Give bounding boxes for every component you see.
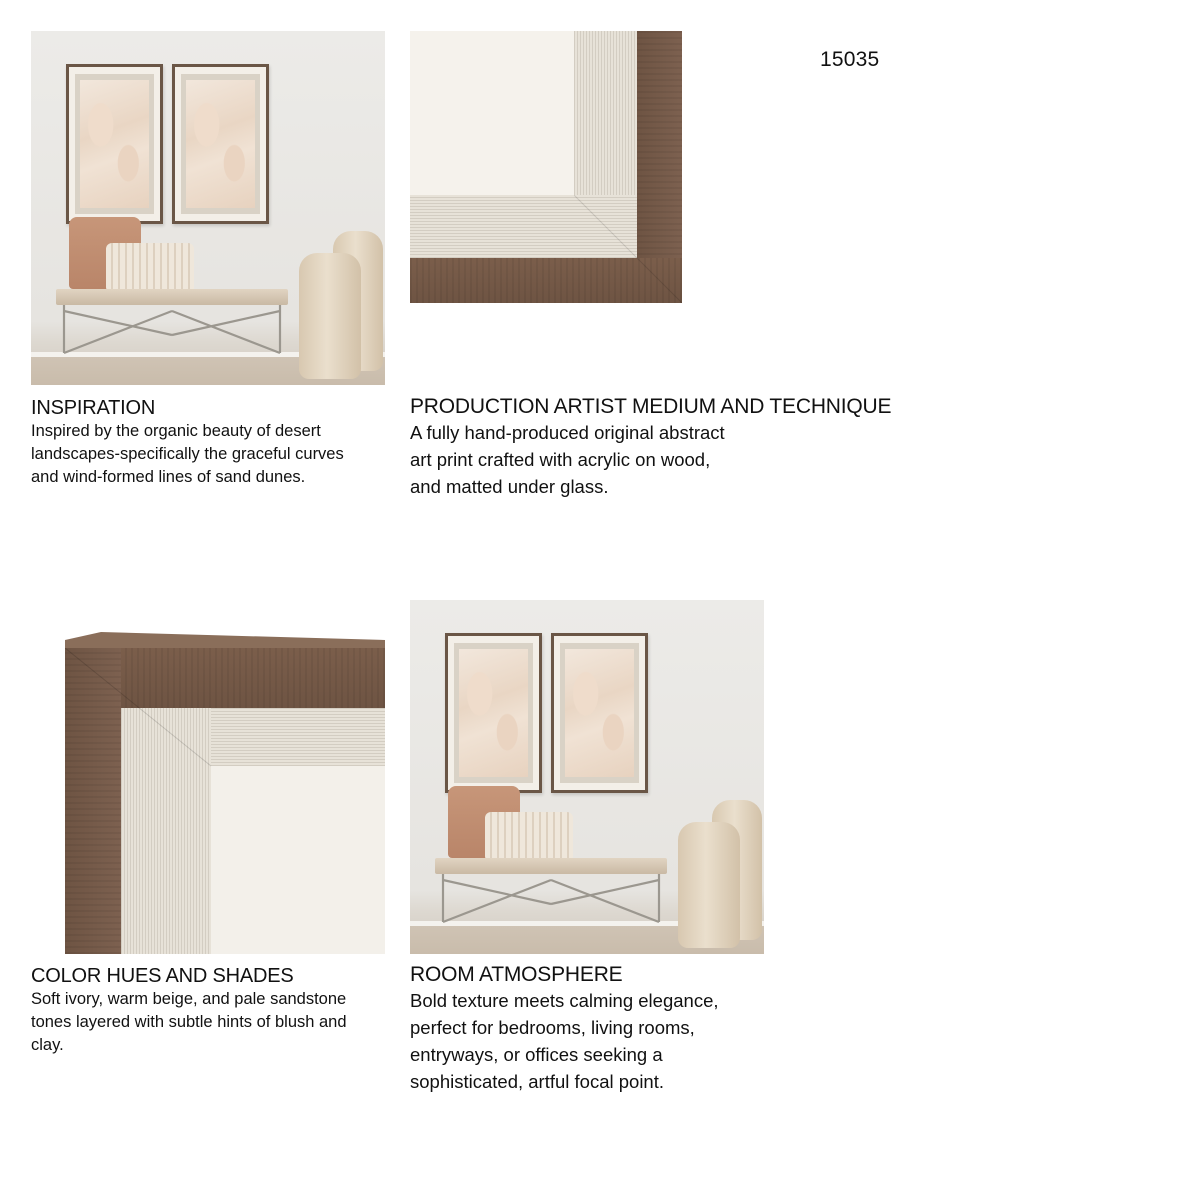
bench-legs: [435, 874, 667, 924]
bench-legs: [56, 305, 288, 355]
production-body-line: A fully hand-produced original abstract: [410, 422, 725, 443]
room-section: [410, 963, 830, 1095]
framed-art-left: [66, 64, 163, 224]
pillow-striped: [106, 243, 194, 293]
room-body-line: sophisticated, artful focal point.: [410, 1071, 665, 1092]
inspiration-section: [31, 396, 391, 489]
production-body-line: and matted under glass.: [410, 476, 609, 497]
framed-art-right: [551, 633, 648, 793]
inspiration-title: INSPIRATION: [31, 397, 156, 419]
framed-art-right: [172, 64, 269, 224]
product-sku: 15035: [820, 48, 880, 71]
frame-corner-detail-top: [410, 31, 682, 303]
frame-corner-detail-bottom: [31, 600, 385, 954]
inspiration-body-line: and wind-formed lines of sand dunes.: [31, 468, 306, 486]
room-scene-image-top: [31, 31, 385, 385]
color-body-line: Soft ivory, warm beige, and pale sandstone: [31, 990, 347, 1008]
color-body-line: tones layered with subtle hints of blush and: [31, 1013, 347, 1031]
color-body-line: clay.: [31, 1036, 64, 1054]
inspiration-body-line: landscapes-specifically the graceful curves: [31, 445, 344, 463]
color-section: [31, 964, 401, 1057]
inspiration-body-line: Inspired by the organic beauty of desert: [31, 422, 321, 440]
room-title: ROOM ATMOSPHERE: [410, 963, 623, 986]
production-title: PRODUCTION ARTIST MEDIUM AND TECHNIQUE: [410, 395, 892, 418]
bench: [56, 289, 288, 305]
framed-art-left: [445, 633, 542, 793]
production-body-line: art print crafted with acrylic on wood,: [410, 449, 711, 470]
room-body-line: entryways, or offices seeking a: [410, 1044, 663, 1065]
room-scene-image-bottom: [410, 600, 764, 954]
room-body-line: perfect for bedrooms, living rooms,: [410, 1017, 695, 1038]
color-title: COLOR HUES AND SHADES: [31, 965, 294, 987]
room-body-line: Bold texture meets calming elegance,: [410, 990, 719, 1011]
vase-front: [678, 822, 740, 948]
production-section: [410, 395, 930, 500]
pillow-striped: [485, 812, 573, 862]
bench: [435, 858, 667, 874]
vase-front: [299, 253, 361, 379]
